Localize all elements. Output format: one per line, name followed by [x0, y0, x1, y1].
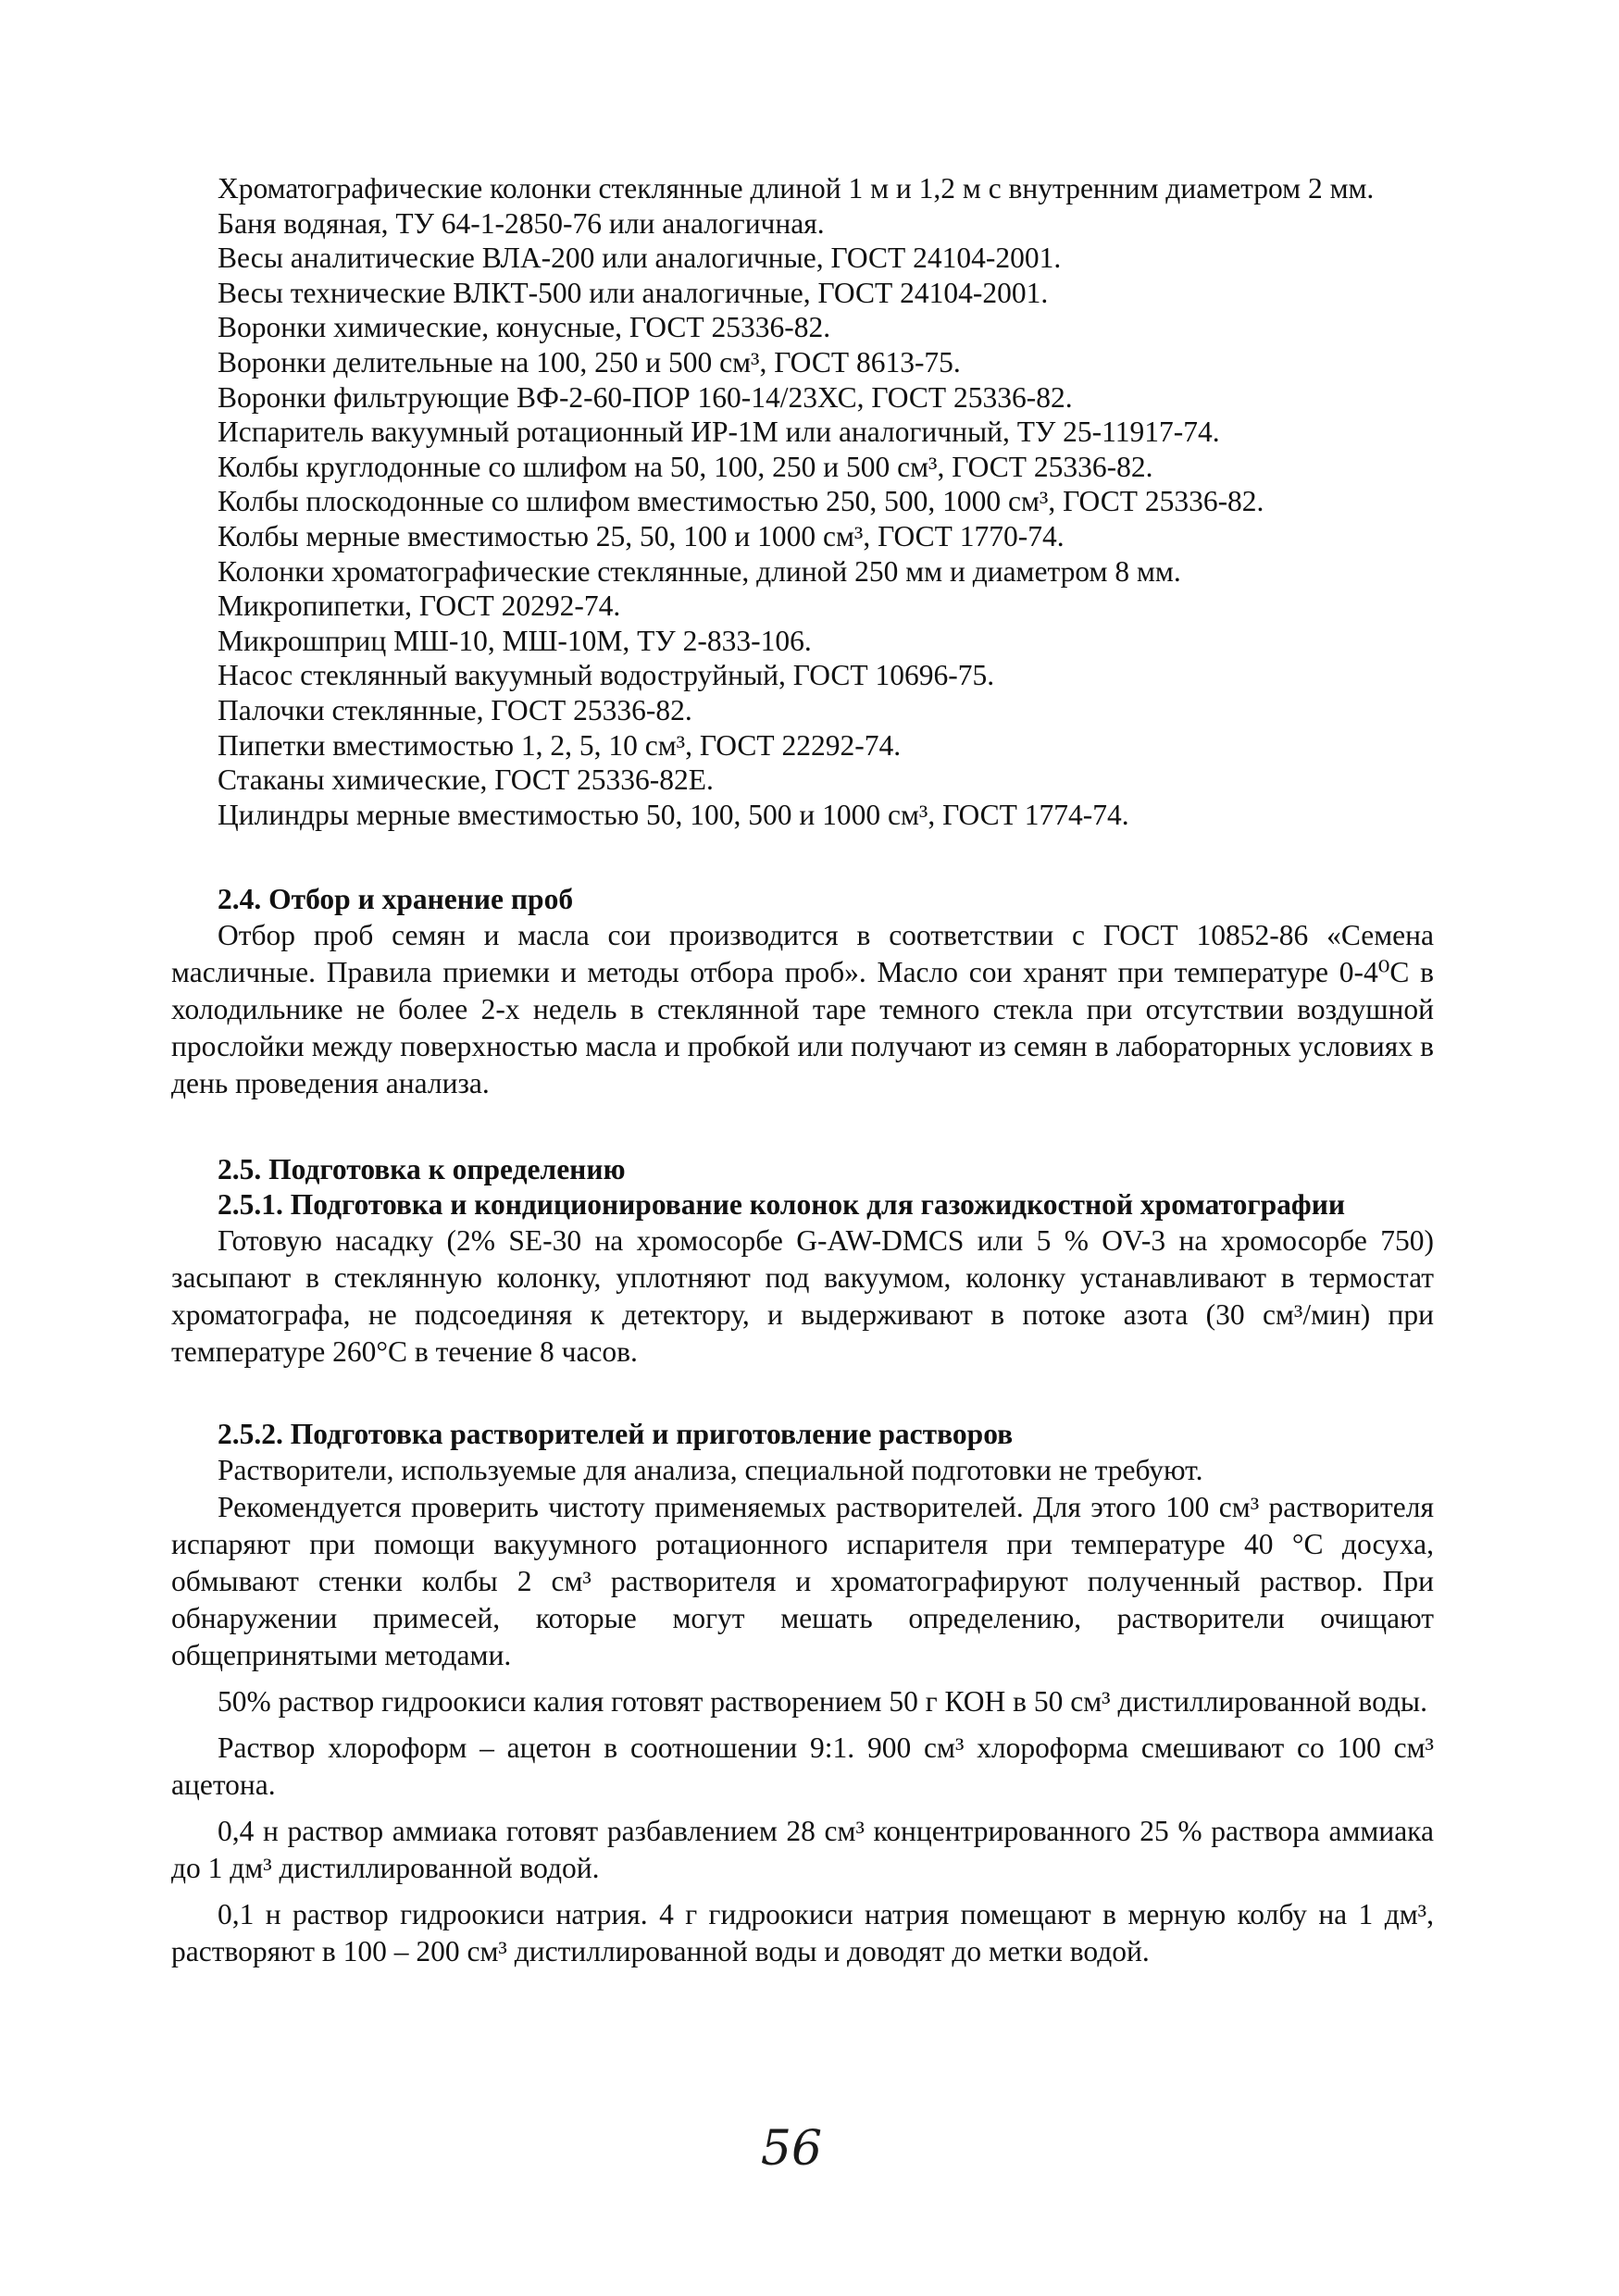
- solvent-paragraph: 0,1 н раствор гидроокиси натрия. 4 г гидроокиси натрия помещают в мерную колбу на 1 дм³, растворяют в 100 – 200 см³ дистиллированной воды и доводят до метки водой.: [171, 1898, 1434, 1968]
- equipment-item: Хроматографические колонки стеклянные длиной 1 м и 1,2 м с внутренним диаметром 2 мм.: [218, 172, 1375, 205]
- solvent-paragraph: 50% раствор гидроокиси калия готовят растворением 50 г КОН в 50 см³ дистиллированной воды.: [218, 1685, 1427, 1719]
- subsection-2-5-1-text: Готовую насадку (2% SE-30 на хромосорбе G-AW-DMCS или 5 % OV-3 на хромосорбе 750) засыпают в стеклянную колонку, уплотняют под вакуумом, колонку устанавливают в термостат хроматографа, не подсоединяя к детектору, и выдерживают в потоке азота (30 см³/мин) при температуре 260°С в течение 8 часов.: [171, 1224, 1434, 1369]
- equipment-item: Весы аналитические ВЛА-200 или аналогичные, ГОСТ 24104-2001.: [218, 242, 1062, 275]
- section-heading-2-4: 2.4. Отбор и хранение проб: [218, 883, 574, 916]
- solvent-paragraph: Рекомендуется проверить чистоту применяемых растворителей. Для этого 100 см³ растворителя испаряют при помощи вакуумного ротационного испарителя при температуре 40 °С досуха, обмывают стенки колбы 2 см³ растворителя и хроматографируют полученный раствор. При обнаружении примесей, которые могут мешать определению, растворители очищают общепринятыми методами.: [171, 1491, 1434, 1672]
- equipment-item: Микрошприц МШ-10, МШ-10М, ТУ 2-833-106.: [218, 624, 812, 657]
- section-heading-2-5: 2.5. Подготовка к определению: [218, 1153, 626, 1186]
- equipment-item: Колбы круглодонные со шлифом на 50, 100, 250 и 500 см³, ГОСТ 25336-82.: [218, 450, 1153, 483]
- solvent-paragraph: 0,4 н раствор аммиака готовят разбавлением 28 см³ концентрированного 25 % раствора аммиака до 1 дм³ дистиллированной водой.: [171, 1815, 1434, 1885]
- section-sampling: [171, 882, 1434, 1102]
- equipment-item: Колбы мерные вместимостью 25, 50, 100 и 1000 см³, ГОСТ 1770-74.: [218, 519, 1065, 552]
- page-number: 56: [760, 2121, 823, 2177]
- equipment-item: Баня водяная, ТУ 64-1-2850-76 или аналогичная.: [218, 206, 825, 240]
- equipment-item: Колонки хроматографические стеклянные, длиной 250 мм и диаметром 8 мм.: [218, 554, 1181, 588]
- solvent-paragraph: Раствор хлороформ – ацетон в соотношении 9:1. 900 см³ хлороформа смешивают со 100 см³ ацетона.: [171, 1731, 1434, 1802]
- section-solvents: [171, 1417, 1434, 1970]
- equipment-item: Микропипетки, ГОСТ 20292-74.: [218, 590, 621, 623]
- section-2-4-text: Отбор проб семян и масла сои производится в соответствии с ГОСТ 10852-86 «Семена масличные. Правила приемки и методы отбора проб». Масло сои хранят при температуре 0-4⁰С в холодильнике не более 2-х недель в стеклянной таре темного стекла при отсутствии воздушной прослойки между поверхностью масла и пробкой или получают из семян в лабораторных условиях в день проведения анализа.: [171, 919, 1434, 1100]
- subsection-heading-2-5-2: 2.5.2. Подготовка растворителей и приготовление растворов: [218, 1418, 1014, 1451]
- equipment-item: Воронки химические, конусные, ГОСТ 25336-82.: [218, 311, 831, 344]
- equipment-item: Воронки фильтрующие ВФ-2-60-ПОР 160-14/23ХС, ГОСТ 25336-82.: [218, 380, 1073, 414]
- equipment-item: Пипетки вместимостью 1, 2, 5, 10 см³, ГОСТ 22292-74.: [218, 728, 902, 762]
- equipment-item: Стаканы химические, ГОСТ 25336-82Е.: [218, 763, 714, 797]
- section-preparation: [171, 1152, 1434, 1371]
- equipment-list: [171, 171, 1434, 832]
- equipment-item: Цилиндры мерные вместимостью 50, 100, 500 и 1000 см³, ГОСТ 1774-74.: [218, 798, 1129, 831]
- equipment-item: Палочки стеклянные, ГОСТ 25336-82.: [218, 693, 692, 726]
- equipment-item: Насос стеклянный вакуумный водоструйный, ГОСТ 10696-75.: [218, 659, 995, 692]
- equipment-item: Весы технические ВЛКТ-500 или аналогичные, ГОСТ 24104-2001.: [218, 276, 1049, 309]
- subsection-heading-2-5-1: 2.5.1. Подготовка и кондиционирование колонок для газожидкостной хроматографии: [218, 1188, 1345, 1222]
- equipment-item: Воронки делительные на 100, 250 и 500 см³, ГОСТ 8613-75.: [218, 345, 961, 379]
- equipment-item: Испаритель вакуумный ротационный ИР-1М или аналогичный, ТУ 25-11917-74.: [218, 416, 1220, 449]
- solvent-paragraph: Растворители, используемые для анализа, специальной подготовки не требуют.: [218, 1454, 1203, 1487]
- equipment-item: Колбы плоскодонные со шлифом вместимостью 250, 500, 1000 см³, ГОСТ 25336-82.: [218, 485, 1264, 518]
